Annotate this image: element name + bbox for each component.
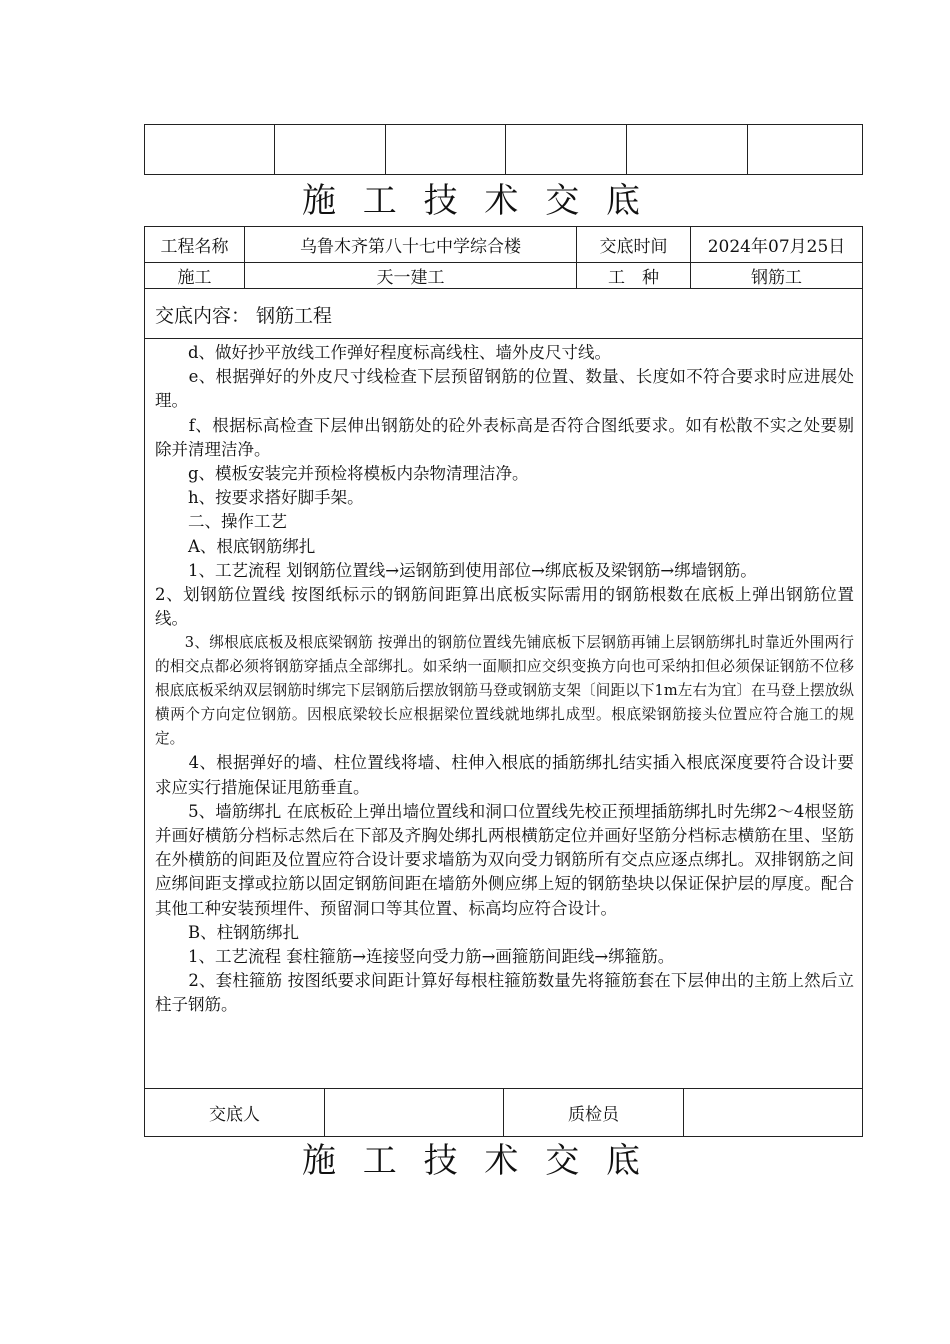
paragraph: 1、工艺流程 划钢筋位置线→运钢筋到使用部位→绑底板及梁钢筋→绑墙钢筋。: [155, 560, 757, 580]
paragraph: 3、绑根底底板及根底梁钢筋 按弹出的钢筋位置线先铺底板下层钢筋再铺上层钢筋绑扎时靠近外围两行的相交点都必须将钢筋穿插点全部绑扎。如采纳一面顺扣应交织变换方向也可采纳扣但必须保证钢筋不位移根底底板采纳双层钢筋时绑完下层钢筋后摆放钢筋马登或钢筋支架〔间距以下1m左右为宜〕在马登上摆放纵横两个方向定位钢筋。因根底梁较长应根据梁位置线就地绑扎成型。根底梁钢筋接头位置应符合施工的规定。: [155, 634, 854, 748]
content-title-row: [145, 289, 862, 339]
blank-cell: [748, 125, 863, 175]
date-label: 交底时间: [577, 227, 691, 262]
inspector-value: [684, 1089, 862, 1136]
paragraph: f、根据标高检查下层伸出钢筋处的砼外表标高是否符合图纸要求。如有松散不实之处要剔除并清理洁净。: [155, 415, 854, 459]
blank-cell: [275, 125, 386, 175]
paragraph: g、模板安装完并预检将模板内杂物清理洁净。: [155, 464, 529, 484]
project-label: 工程名称: [145, 227, 245, 262]
paragraph: 2、套柱箍筋 按图纸要求间距计算好每根柱箍筋数量先将箍筋套在下层伸出的主筋上然后立柱子钢筋。: [155, 971, 854, 1015]
paragraph: 1、工艺流程 套柱箍筋→连接竖向受力筋→画箍筋间距线→绑箍筋。: [155, 947, 675, 967]
construction-row: [145, 263, 862, 289]
inspector-label: 质检员: [504, 1089, 684, 1136]
blank-cell: [145, 125, 275, 175]
paragraph: e、根据弹好的外皮尺寸线检查下层预留钢筋的位置、数量、长度如不符合要求时应进展处理。: [155, 367, 854, 411]
content-title: 交底内容： 钢筋工程: [155, 305, 333, 327]
presenter-value: [325, 1089, 504, 1136]
signature-row: [145, 1088, 862, 1136]
top-blank-table: [144, 124, 863, 175]
blank-cell: [386, 125, 506, 175]
paragraph: 二、操作工艺: [155, 512, 287, 532]
trade-label: 工 种: [577, 263, 691, 288]
paragraph: d、做好抄平放线工作弹好程度标高线柱、墙外皮尺寸线。: [155, 343, 612, 362]
paragraph: h、按要求搭好脚手架。: [155, 488, 364, 508]
project-row: [145, 227, 862, 263]
project-value: 乌鲁木齐第八十七中学综合楼: [245, 227, 577, 262]
trade-value: 钢筋工: [751, 268, 802, 288]
blank-cell: [506, 125, 627, 175]
blank-cell: [627, 125, 748, 175]
disclosure-form: [144, 226, 863, 1137]
paragraph: A、根底钢筋绑扎: [155, 536, 316, 556]
paragraph: 5、墙筋绑扎 在底板砼上弹出墙位置线和洞口位置线先校正预埋插筋绑扎时先绑2～4根竖筋并画好横筋分档标志然后在下部及齐胸处绑扎两根横筋定位并画好坚筋分档标志横筋在里、坚筋在外横筋的间距及位置应符合设计要求墙筋为双向受力钢筋所有交点应逐点绑扎。双排钢筋之间应绑间距支撑或拉筋以固定钢筋间距在墙筋外侧应绑上短的钢筋垫块以保证保护层的厚度。配合其他工种安装预埋件、预留洞口等其位置、标高均应符合设计。: [155, 801, 854, 918]
next-page-title: 施 工 技 术 交 底: [301, 1141, 649, 1181]
presenter-label: 交底人: [145, 1089, 325, 1136]
construction-label: 施工: [145, 263, 245, 288]
document-title: 施 工 技 术 交 底: [301, 181, 649, 221]
paragraph: 2、划钢筋位置线 按图纸标示的钢筋间距算出底板实际需用的钢筋根数在底板上弹出钢筋位置线。: [155, 585, 854, 629]
disclosure-body: [145, 341, 864, 1018]
paragraph: B、柱钢筋绑扎: [155, 922, 300, 942]
date-value: 2024年07月25日: [707, 237, 846, 257]
construction-value: 天一建工: [245, 263, 577, 288]
paragraph: 4、根据弹好的墙、柱位置线将墙、柱伸入根底的插筋绑扎结实插入根底深度要符合设计要求应实行措施保证甩筋垂直。: [155, 753, 854, 797]
